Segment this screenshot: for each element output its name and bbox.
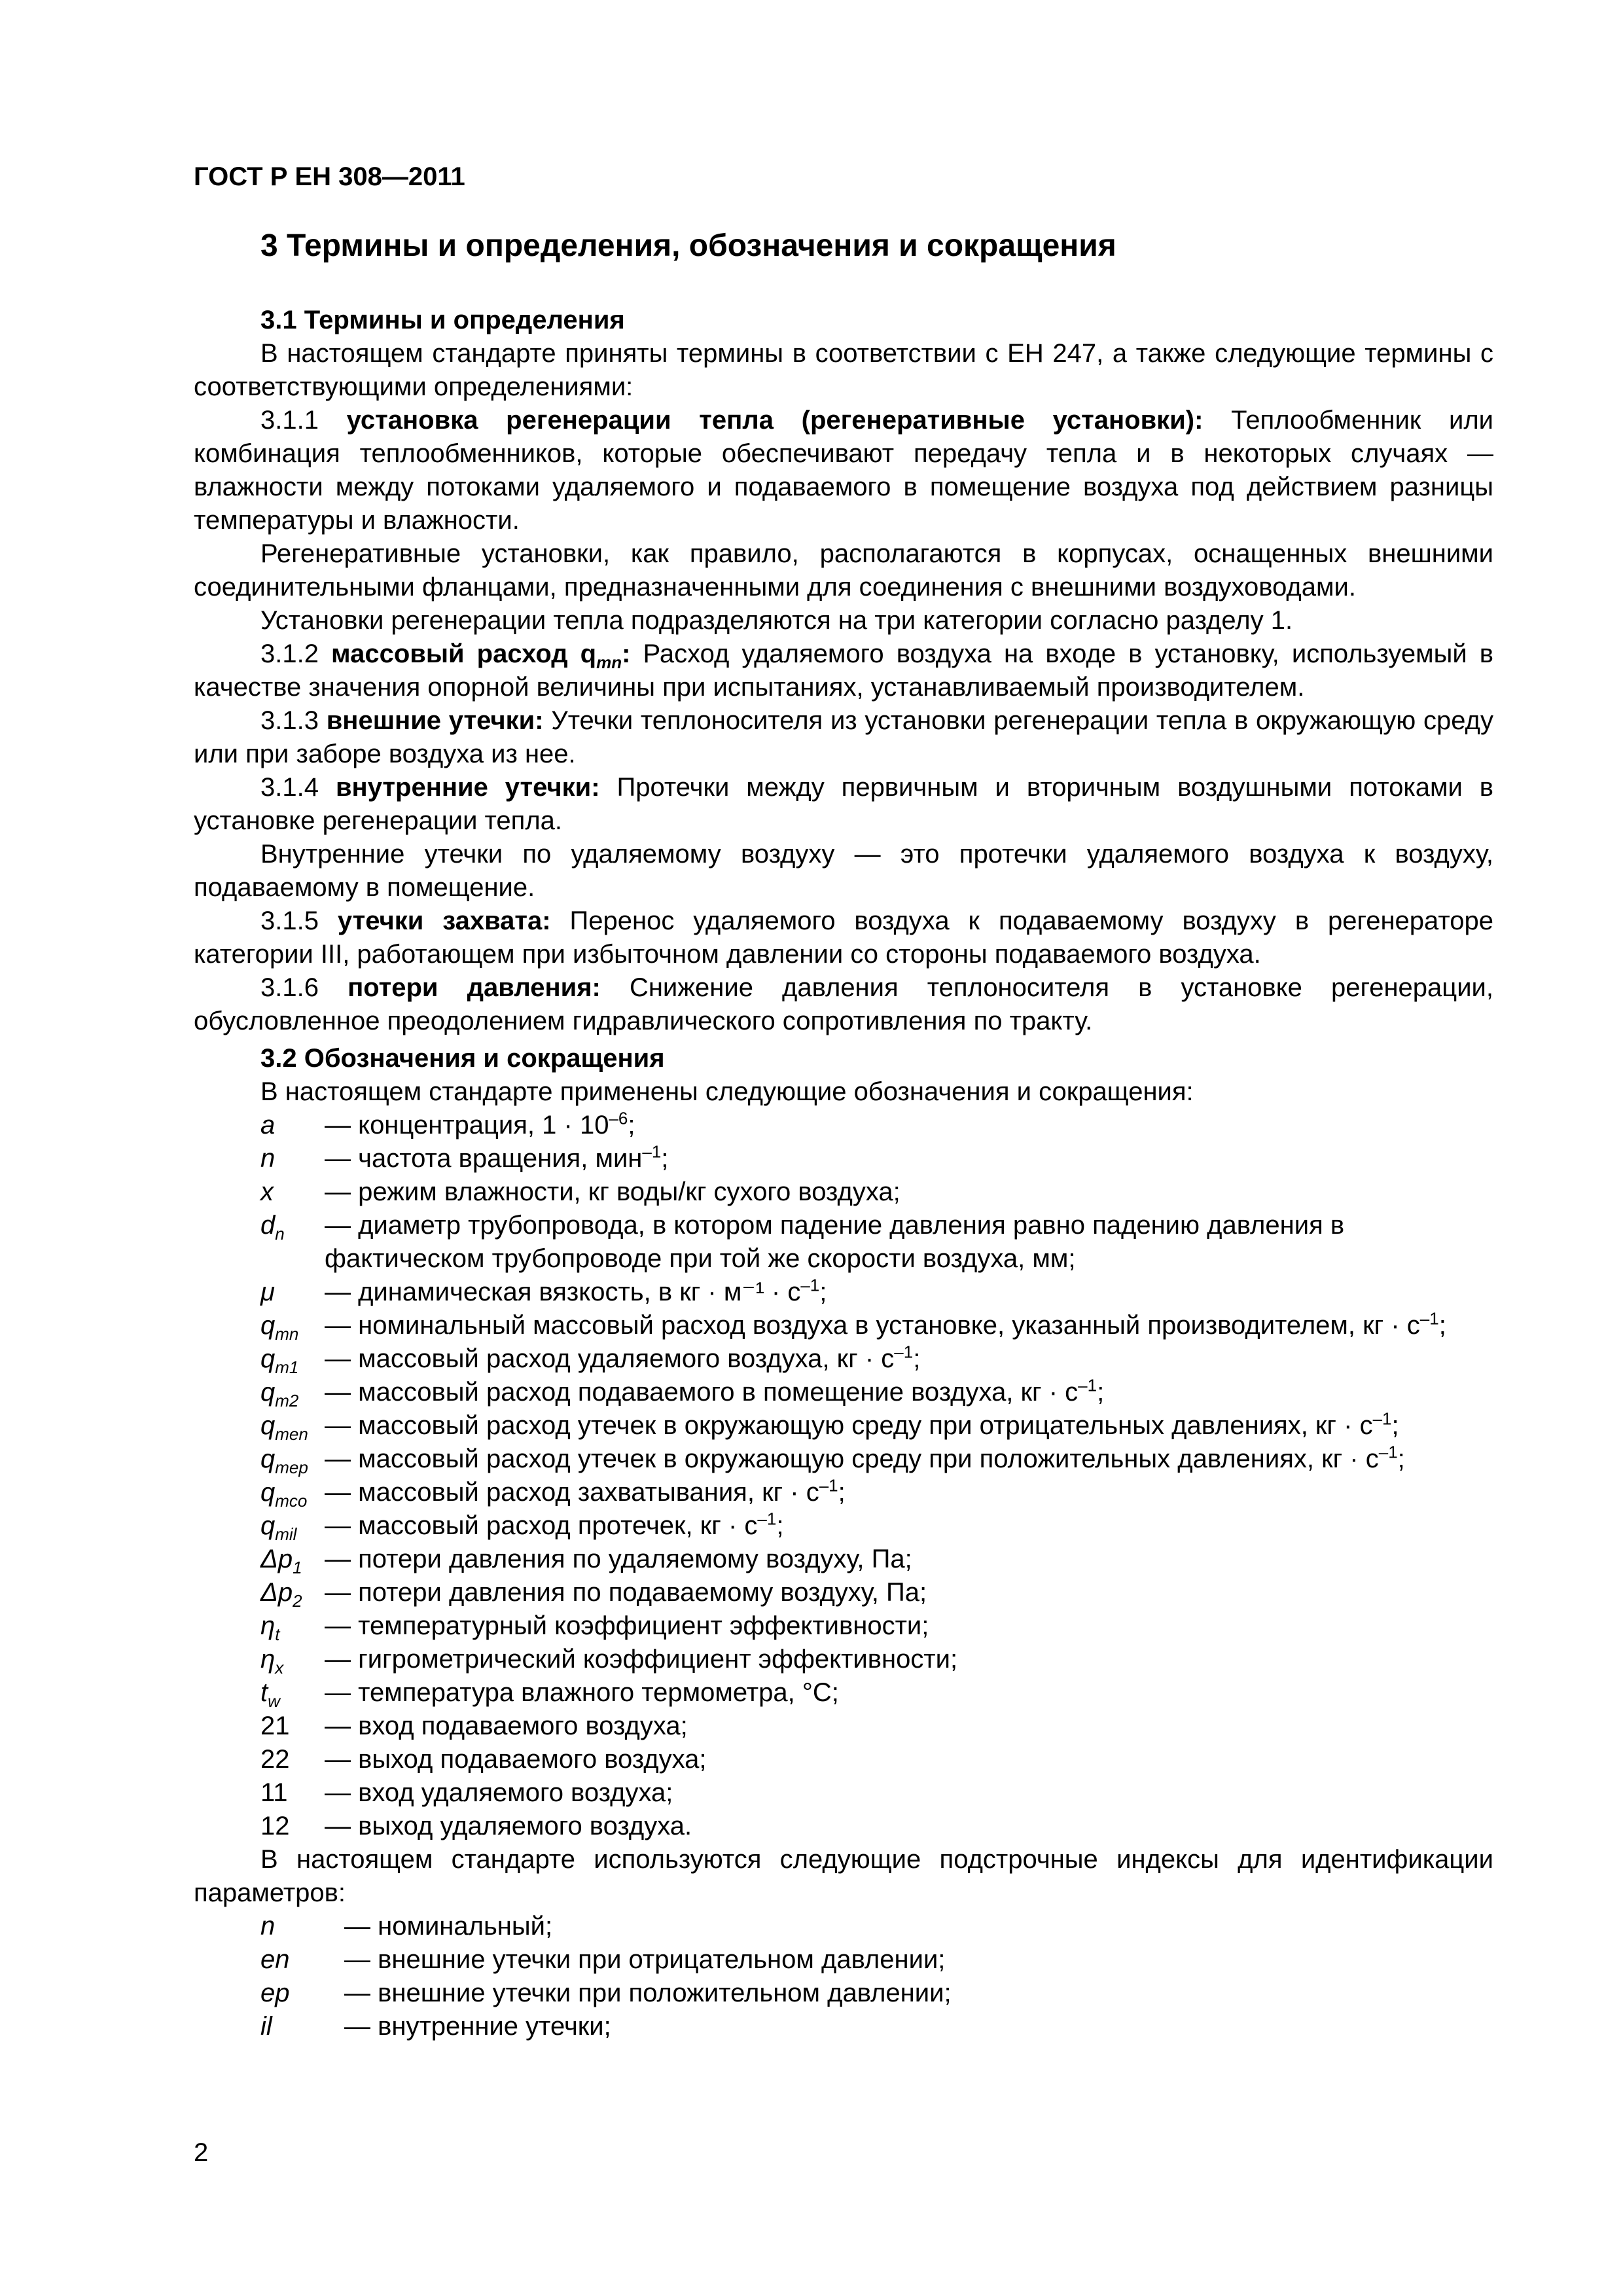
symbol-description: — гигрометрический коэффициент эффективности; bbox=[325, 1645, 958, 1674]
symbol-row bbox=[194, 1710, 1493, 1743]
symbol-description: — выход удаляемого воздуха. bbox=[325, 1812, 692, 1840]
index-row bbox=[194, 1910, 1493, 1943]
symbol-row bbox=[194, 1810, 1493, 1843]
symbol-row bbox=[194, 1342, 1493, 1376]
index-symbol: il bbox=[260, 2012, 272, 2041]
symbol: $q_{mep}$ bbox=[260, 1444, 308, 1477]
symbol: n bbox=[260, 1144, 276, 1173]
symbol-description: — номинальный массовый расход воздуха в установке, указанный производителем, кг · $с^{-1}$; bbox=[325, 1308, 1446, 1340]
paragraph-symbols-intro: В настоящем стандарте применены следующие обозначения и сокращения: bbox=[260, 1077, 1194, 1106]
symbol-row bbox=[194, 1743, 1493, 1776]
symbol-description: — динамическая вязкость, в кг · $м^{-1} \cdot с^{-1}$; bbox=[325, 1275, 827, 1306]
term-name: внешние утечки: bbox=[326, 706, 544, 735]
symbol: 21 bbox=[260, 1712, 290, 1740]
term-definition: Теплообменник или комбинация теплообменников, которые обеспечивают передачу тепла и в некоторых случаях — влажности между потоками удаляемого и подаваемого в помещение воздуха под действием разницы температуры и влажности. bbox=[194, 406, 1494, 535]
term-number: 3.1.2 bbox=[260, 639, 332, 668]
symbol-description: — частота вращения, мин$^{-1}$; bbox=[325, 1141, 669, 1173]
term-name: утечки захвата: bbox=[337, 906, 551, 935]
symbol: $q_{mil}$ bbox=[260, 1511, 297, 1544]
symbol: $q_{mco}$ bbox=[260, 1478, 308, 1511]
symbol-description: — выход подаваемого воздуха; bbox=[325, 1745, 707, 1774]
index-description: — внутренние утечки; bbox=[344, 2012, 611, 2041]
term-name: массовый расход q bbox=[331, 639, 597, 668]
term-definition: Перенос удаляемого воздуха к подаваемому воздуху в регенераторе категории III, работающем при избыточном давлении со стороны подаваемого воздуха. bbox=[194, 906, 1494, 969]
symbol-row bbox=[194, 1509, 1493, 1543]
symbol-description: — концентрация, $1 \cdot 10^{-6}$; bbox=[325, 1108, 635, 1139]
term-3-1-1 bbox=[194, 404, 1493, 537]
index-description: — внешние утечки при отрицательном давлении; bbox=[344, 1945, 946, 1974]
symbol-row bbox=[194, 1409, 1493, 1443]
term-number: 3.1.4 bbox=[260, 773, 336, 802]
term-definition: Снижение давления теплоносителя в установке регенерации, обусловленное преодолением гидравлического сопротивления по тракту. bbox=[194, 973, 1494, 1035]
index-description: — внешние утечки при положительном давлении; bbox=[344, 1979, 952, 2007]
index-row bbox=[194, 2010, 1493, 2043]
symbol-description: — массовый расход утечек в окружающую среду при положительных давлениях, кг · $с^{-1}$; bbox=[325, 1442, 1405, 1473]
symbol: μ bbox=[260, 1278, 275, 1306]
symbol-row bbox=[194, 1676, 1493, 1710]
paragraph-internal: Внутренние утечки по удаляемому воздуху — это протечки удаляемого воздуха к воздуху, подаваемому в помещение. bbox=[194, 840, 1493, 902]
symbol: $d_n$ bbox=[260, 1211, 285, 1244]
term-colon: : bbox=[622, 639, 631, 668]
symbol-row bbox=[194, 1376, 1493, 1409]
symbol-description: — диаметр трубопровода, в котором падение давления равно падению давления в фактическом трубопроводе при той же скорости воздуха, мм; bbox=[325, 1211, 1345, 1273]
symbol-row bbox=[194, 1209, 1493, 1276]
term-3-1-5 bbox=[194, 905, 1493, 971]
symbol: $\Delta p_2$ bbox=[260, 1578, 302, 1611]
term-number: 3.1.5 bbox=[260, 906, 338, 935]
symbol-description: — массовый расход протечек, кг · $с^{-1}$; bbox=[325, 1509, 784, 1540]
symbol-description: — потери давления по удаляемому воздуху, Па; bbox=[325, 1545, 912, 1573]
document-body bbox=[194, 304, 1493, 2043]
term-definition: Протечки между первичным и вторичным воздушными потоками в установке регенерации тепла. bbox=[194, 773, 1494, 835]
symbol: $\eta_t$ bbox=[260, 1611, 280, 1644]
term-name: потери давления: bbox=[348, 973, 601, 1002]
index-symbol: n bbox=[260, 1912, 276, 1941]
index-row bbox=[194, 1977, 1493, 2010]
symbol: $\Delta p_1$ bbox=[260, 1545, 302, 1577]
symbol-description: — вход подаваемого воздуха; bbox=[325, 1712, 688, 1740]
symbol-row bbox=[194, 1109, 1493, 1142]
symbol-row bbox=[194, 1576, 1493, 1609]
symbol: $q_{m1}$ bbox=[260, 1344, 299, 1377]
symbol: $q_{men}$ bbox=[260, 1411, 308, 1444]
symbol: $t_w$ bbox=[260, 1678, 280, 1711]
symbol-description: — режим влажности, кг воды/кг сухого воздуха; bbox=[325, 1177, 901, 1206]
symbol-row bbox=[194, 1643, 1493, 1676]
term-name: внутренние утечки: bbox=[335, 773, 600, 802]
symbol-row bbox=[194, 1609, 1493, 1643]
index-symbol: en bbox=[260, 1945, 290, 1974]
symbol-description: — потери давления по подаваемому воздуху, Па; bbox=[325, 1578, 927, 1607]
symbol-description: — массовый расход подаваемого в помещение воздуха, кг · $с^{-1}$; bbox=[325, 1375, 1105, 1407]
symbol-row bbox=[194, 1309, 1493, 1342]
term-number: 3.1.6 bbox=[260, 973, 348, 1002]
index-row bbox=[194, 1943, 1493, 1977]
symbol: x bbox=[260, 1177, 274, 1206]
term-definition: Расход удаляемого воздуха на входе в установку, используемый в качестве значения опорной величины при испытаниях, устанавливаемый производителем. bbox=[194, 639, 1493, 702]
term-subscript: mn bbox=[596, 653, 622, 672]
symbol: 11 bbox=[260, 1778, 288, 1807]
subsection-heading-3-2: 3.2 Обозначения и сокращения bbox=[260, 1044, 665, 1073]
paragraph-regen: Регенеративные установки, как правило, располагаются в корпусах, оснащенных внешними соединительными фланцами, предназначенными для соединения с внешними воздуховодами. bbox=[194, 539, 1493, 601]
symbol-description: — вход удаляемого воздуха; bbox=[325, 1778, 673, 1807]
symbol-row bbox=[194, 1543, 1493, 1576]
term-number: 3.1.3 bbox=[260, 706, 327, 735]
term-name: установка регенерации тепла (регенеративные установки): bbox=[346, 406, 1204, 435]
symbol: $\eta_x$ bbox=[260, 1645, 284, 1677]
page-number: 2 bbox=[194, 2138, 209, 2167]
symbol-row bbox=[194, 1476, 1493, 1509]
symbol-row bbox=[194, 1443, 1493, 1476]
indices-list bbox=[194, 1910, 1493, 2043]
paragraph-categories: Установки регенерации тепла подразделяются на три категории согласно разделу 1. bbox=[260, 606, 1293, 635]
document-header: ГОСТ Р ЕН 308—2011 bbox=[194, 162, 465, 191]
symbol-row bbox=[194, 1276, 1493, 1309]
index-description: — номинальный; bbox=[344, 1912, 553, 1941]
term-3-1-2 bbox=[194, 637, 1493, 704]
symbol: 22 bbox=[260, 1745, 290, 1774]
term-3-1-3 bbox=[194, 704, 1493, 771]
symbol-row bbox=[194, 1142, 1493, 1175]
symbols-list bbox=[194, 1109, 1493, 1843]
section-title: 3 Термины и определения, обозначения и сокращения bbox=[260, 228, 1116, 263]
symbol: $q_{m2}$ bbox=[260, 1378, 299, 1410]
symbol-row bbox=[194, 1175, 1493, 1209]
symbol: 12 bbox=[260, 1812, 290, 1840]
symbol-description: — температура влажного термометра, °С; bbox=[325, 1678, 839, 1707]
paragraph-intro: В настоящем стандарте приняты термины в соответствии с ЕН 247, а также следующие термины с соответствующими определениями: bbox=[194, 339, 1493, 401]
symbol-description: — массовый расход захватывания, кг · $с^{-1}$; bbox=[325, 1475, 846, 1507]
symbol-description: — массовый расход утечек в окружающую среду при отрицательных давлениях, кг · $с^{-1}$; bbox=[325, 1408, 1399, 1440]
term-definition: Утечки теплоносителя из установки регенерации тепла в окружающую среду или при заборе воздуха из нее. bbox=[194, 706, 1494, 768]
symbol-description: — температурный коэффициент эффективности; bbox=[325, 1611, 929, 1640]
symbol-row bbox=[194, 1776, 1493, 1810]
symbol: $q_{mn}$ bbox=[260, 1311, 299, 1344]
index-symbol: ep bbox=[260, 1979, 290, 2007]
symbol-description: — массовый расход удаляемого воздуха, кг · $с^{-1}$; bbox=[325, 1342, 921, 1373]
paragraph-index-intro: В настоящем стандарте используются следующие подстрочные индексы для идентификации параметров: bbox=[194, 1845, 1493, 1907]
term-3-1-6 bbox=[194, 971, 1493, 1038]
term-number: 3.1.1 bbox=[260, 406, 347, 435]
subsection-heading-3-1: 3.1 Термины и определения bbox=[260, 306, 625, 334]
term-3-1-4 bbox=[194, 771, 1493, 838]
symbol: a bbox=[260, 1111, 276, 1139]
